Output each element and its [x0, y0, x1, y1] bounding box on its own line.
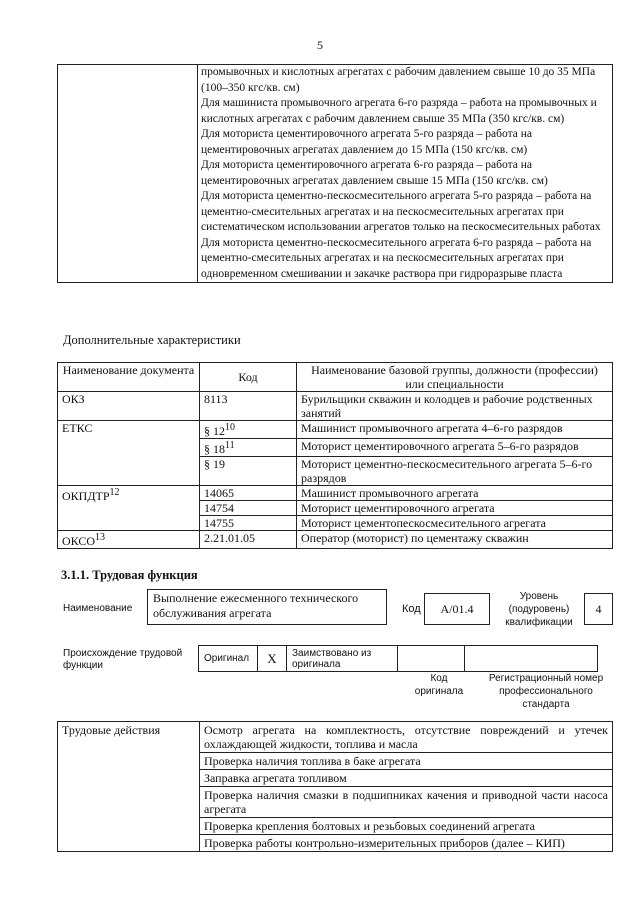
qualification-level-value: 4 [584, 593, 613, 625]
original-mark: X [258, 646, 287, 672]
doc-cell: ОКПДТР$^{12}$ [58, 486, 200, 531]
code-cell: 14065 [200, 486, 297, 501]
conditions-text-cell [198, 65, 613, 283]
doc-cell: ОКЗ [58, 392, 200, 421]
table-row [58, 531, 613, 549]
conditions-paragraph: промывочных и кислотных агрегатах с рабочим давлением свыше 10 до 35 МПа (100–350 кгс/кв. см) [201, 66, 596, 94]
original-code-cell [398, 646, 465, 672]
group-name-cell: Машинист промывочного агрегата 4–6-го разрядов [297, 421, 613, 439]
table-row [58, 392, 613, 421]
table-row [58, 486, 613, 501]
code-cell: § $18^{11}$ [200, 439, 297, 457]
additional-characteristics-table [57, 362, 613, 549]
group-name-cell: Моторист цементно-пескосмесительного агрегата 5–6-го разрядов [297, 457, 613, 486]
function-name-value: Выполнение ежесменного технического обслуживания агрегата [147, 589, 387, 625]
group-name-cell: Моторист цементировочного агрегата [297, 501, 613, 516]
conditions-paragraph: Для моториста цементировочного агрегата 6-го разряда – работа на цементировочных агрегатах давлением свыше 15 МПа (150 кгс/кв. см) [201, 159, 548, 187]
origin-label: Происхождение трудовой функции [63, 648, 183, 671]
actions-label: Трудовые действия [58, 722, 200, 852]
labor-actions-table [57, 721, 613, 852]
origin-table [198, 645, 598, 672]
conditions-paragraph: Для моториста цементно-пескосмесительного агрегата 6-го разряда – работа на цементно-смесительных агрегатах и на пескосмесительных агрегатах при одновременном смешивании и закачке раствора при гидроразрыве пласта [201, 236, 592, 280]
code-cell: § 19 [200, 457, 297, 486]
group-name-cell: Бурильщики скважин и колодцев и рабочие родственных занятий [297, 392, 613, 421]
header-group-name: Наименование базовой группы, должности (профессии) или специальности [297, 363, 613, 392]
additional-characteristics-heading: Дополнительные характеристики [63, 333, 241, 347]
working-conditions-table [57, 64, 613, 283]
reg-number-label: Регистрационный номер профессионального стандарта [488, 673, 604, 710]
header-document: Наименование документа [58, 363, 200, 392]
doc-cell: ЕТКС [58, 421, 200, 486]
conditions-label-cell [58, 65, 198, 283]
code-cell: 8113 [200, 392, 297, 421]
code-cell: 14755 [200, 516, 297, 531]
code-cell: § $12^{10}$ [200, 421, 297, 439]
code-label: Код [402, 603, 421, 615]
code-cell: 14754 [200, 501, 297, 516]
footnote-mark: 11 [225, 440, 235, 451]
table-row [58, 421, 613, 439]
function-code-value: А/01.4 [424, 593, 490, 625]
code-cell: 2.21.01.05 [200, 531, 297, 549]
footnote-mark: 12 [109, 487, 120, 498]
group-name-cell: Моторист цементировочного агрегата 5–6-го разрядов [297, 439, 613, 457]
action-item: Проверка наличия смазки в подшипниках качения и приводной части насоса агрегата [200, 787, 613, 818]
group-name-cell: Оператор (моторист) по цементажу скважин [297, 531, 613, 549]
action-item: Заправка агрегата топливом [200, 770, 613, 787]
action-item: Проверка работы контрольно-измерительных приборов (далее – КИП) [200, 835, 613, 852]
page-number: 5 [317, 38, 323, 52]
action-item: Проверка крепления болтовых и резьбовых соединений агрегата [200, 818, 613, 835]
footnote-mark: 13 [95, 532, 106, 543]
qualification-level-label: Уровень (подуровень) квалификации [505, 591, 573, 628]
doc-cell: ОКСО$^{13}$ [58, 531, 200, 549]
conditions-paragraph: Для машиниста промывочного агрегата 6-го разряда – работа на промывочных и кислотных агрегатах с рабочим давлением свыше 35 МПа (350 кгс/кв. см) [201, 97, 597, 125]
conditions-paragraph: Для моториста цементировочного агрегата 5-го разряда – работа на цементировочных агрегатах давлением до 15 МПа (150 кгс/кв. см) [201, 128, 533, 156]
group-name-cell: Моторист цементопескосмесительного агрегата [297, 516, 613, 531]
labor-function-heading: 3.1.1. Трудовая функция [61, 568, 198, 582]
action-item: Осмотр агрегата на комплектность, отсутствие повреждений и утечек охлаждающей жидкости, топлива и масла [200, 722, 613, 753]
header-code: Код [200, 363, 297, 392]
table-row [58, 722, 613, 753]
conditions-paragraph: Для моториста цементно-пескосмесительного агрегата 5-го разряда – работа на цементно-смесительных агрегатах и на пескосмесительных агрегатах при систематическом использовании агрегатов только на пескосмесительных работах [201, 190, 601, 233]
group-name-cell: Машинист промывочного агрегата [297, 486, 613, 501]
footnote-mark: 10 [225, 422, 235, 433]
action-item: Проверка наличия топлива в баке агрегата [200, 753, 613, 770]
original-label: Оригинал [199, 646, 258, 672]
table-header-row [58, 363, 613, 392]
reg-number-cell [465, 646, 598, 672]
name-label: Наименование [63, 603, 133, 614]
code-original-label: Код оригинала [414, 673, 464, 697]
borrowed-label: Заимствовано из оригинала [287, 646, 398, 672]
